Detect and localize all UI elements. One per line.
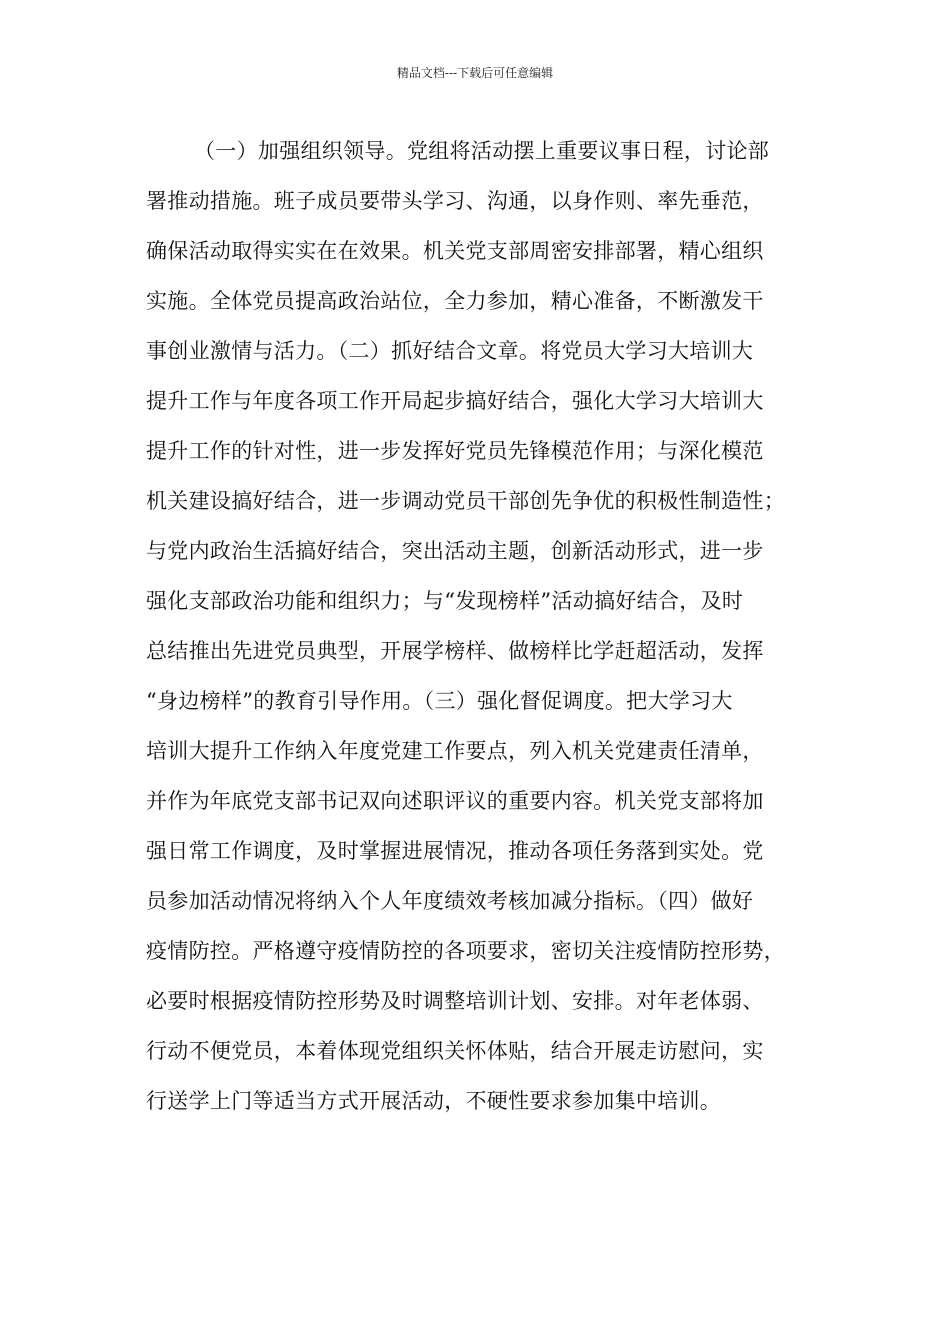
text-line: 强日常工作调度，及时掌握进展情况，推动各项任务落到实处。党 bbox=[146, 839, 764, 863]
text-line: 机关建设搞好结合，进一步调动党员干部创先争优的积极性制造性； bbox=[146, 489, 785, 513]
text-line: “身边榜样”的教育引导作用。（三）强化督促调度。把大学习大 bbox=[146, 689, 733, 713]
text-line: 提升工作的针对性，进一步发挥好党员先锋模范作用；与深化模范 bbox=[146, 439, 764, 463]
text-line: 并作为年底党支部书记双向述职评议的重要内容。机关党支部将加 bbox=[146, 789, 764, 813]
text-line: 总结推出先进党员典型，开展学榜样、做榜样比学赶超活动，发挥 bbox=[146, 639, 764, 663]
text-line: 确保活动取得实实在在效果。机关党支部周密安排部署，精心组织 bbox=[146, 239, 764, 263]
text-line: 行动不便党员，本着体现党组织关怀体贴，结合开展走访慰问，实 bbox=[146, 1039, 764, 1063]
page-header: 精品文档---下载后可任意编辑 bbox=[396, 66, 554, 80]
text-line: 提升工作与年度各项工作开局起步搞好结合，强化大学习大培训大 bbox=[146, 389, 764, 413]
text-line: 强化支部政治功能和组织力；与“发现榜样”活动搞好结合，及时 bbox=[146, 589, 744, 613]
body-text bbox=[146, 126, 826, 1126]
text-line: 与党内政治生活搞好结合，突出活动主题，创新活动形式，进一步 bbox=[146, 539, 764, 563]
text-line: （一）加强组织领导。党组将活动摆上重要议事日程，讨论部 bbox=[194, 139, 770, 163]
text-line: 培训大提升工作纳入年度党建工作要点，列入机关党建责任清单， bbox=[146, 739, 764, 763]
text-line: 事创业激情与活力。（二）抓好结合文章。将党员大学习大培训大 bbox=[146, 339, 754, 363]
text-line: 必要时根据疫情防控形势及时调整培训计划、安排。对年老体弱、 bbox=[146, 989, 764, 1013]
text-line: 疫情防控。严格遵守疫情防控的各项要求，密切关注疫情防控形势， bbox=[146, 939, 785, 963]
text-line: 员参加活动情况将纳入个人年度绩效考核加减分指标。（四）做好 bbox=[146, 889, 754, 913]
text-line: 署推动措施。班子成员要带头学习、沟通，以身作则、率先垂范， bbox=[146, 189, 764, 213]
text-line: 实施。全体党员提高政治站位，全力参加，精心准备，不断激发干 bbox=[146, 289, 764, 313]
text-line: 行送学上门等适当方式开展活动，不硬性要求参加集中培训。 bbox=[146, 1089, 722, 1113]
